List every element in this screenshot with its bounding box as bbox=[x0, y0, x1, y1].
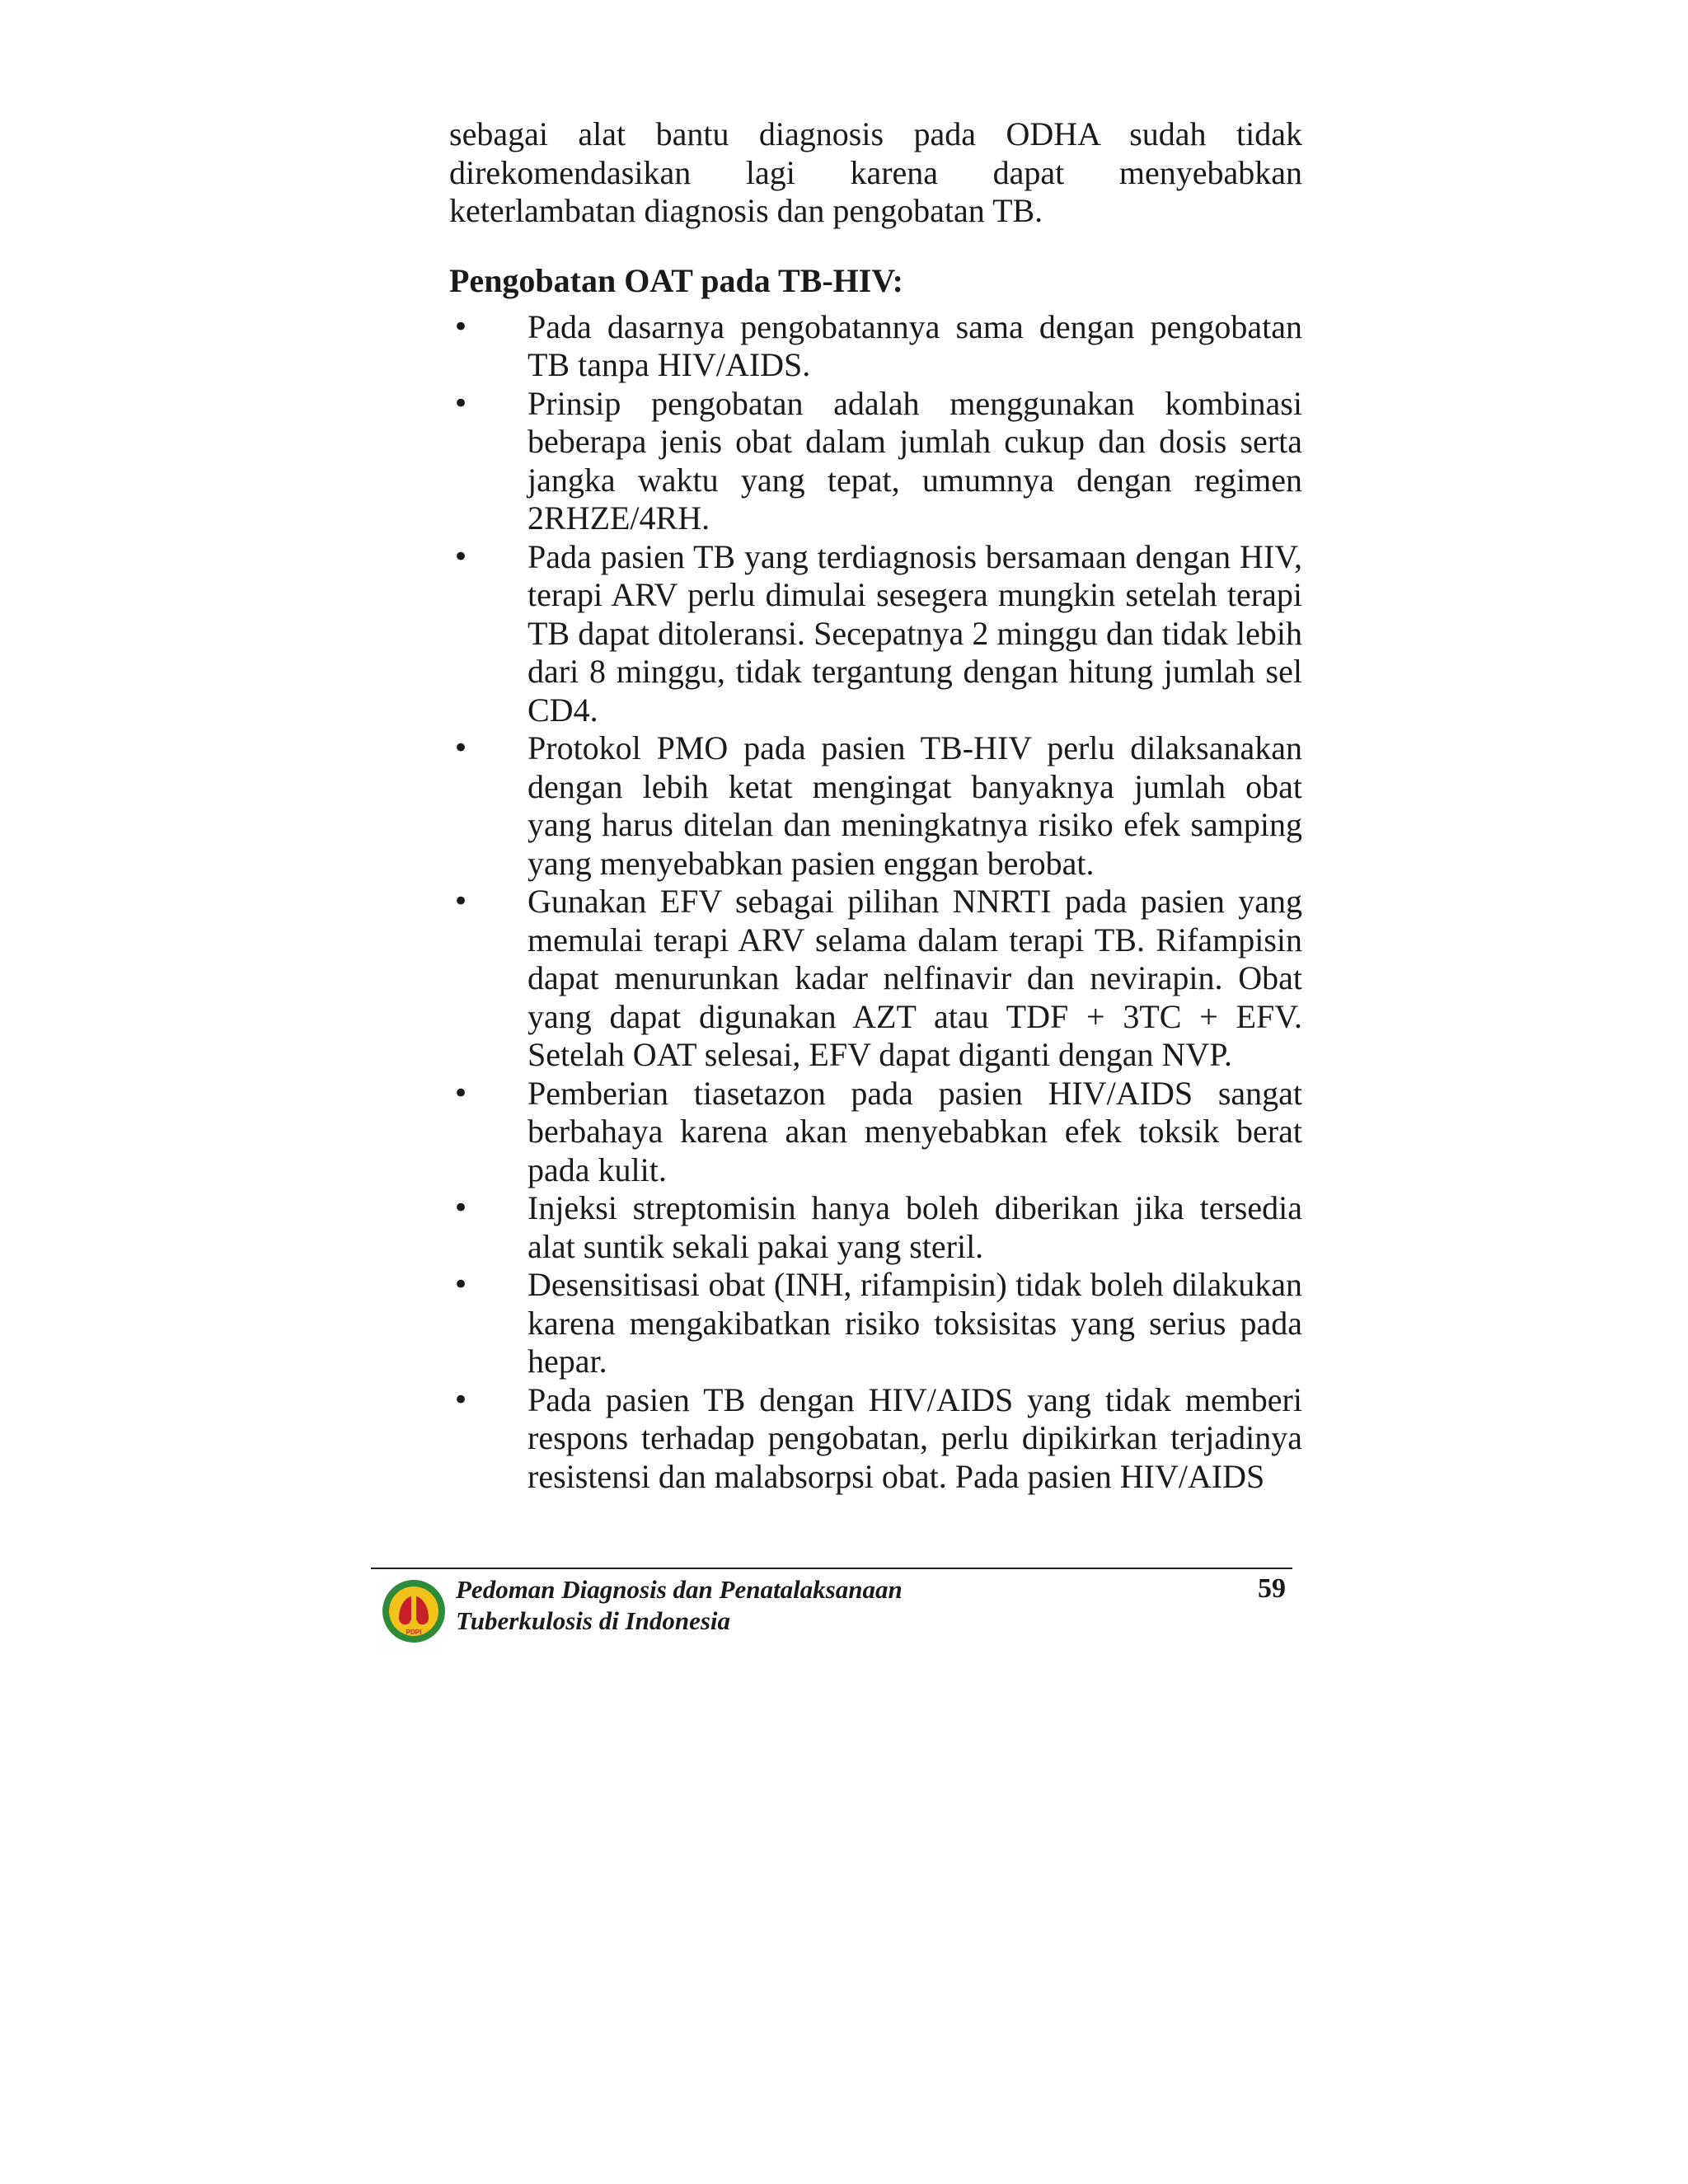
list-item-text: Pada dasarnya pengobatannya sama dengan pengobatan TB tanpa HIV/AIDS. bbox=[528, 307, 1302, 383]
list-item-text: Gunakan EFV sebagai pilihan NNRTI pada pasien yang memulai terapi ARV selama dalam terapi TB. Rifampisin dapat menurunkan kadar nelfinavir dan nevirapin. Obat yang dapat digunakan AZT atau TDF + 3TC + EFV. Setelah OAT selesai, EFV dapat diganti dengan NVP. bbox=[528, 883, 1302, 1073]
bullet-icon: • bbox=[452, 885, 470, 918]
list-item bbox=[449, 1266, 1302, 1381]
page-content bbox=[449, 115, 1302, 1496]
intro-paragraph: sebagai alat bantu diagnosis pada ODHA sudah tidak direkomendasikan lagi karena dapat menyebabkan keterlambatan diagnosis dan pengobatan TB. bbox=[449, 115, 1302, 229]
list-item-text: Pada pasien TB yang terdiagnosis bersamaan dengan HIV, terapi ARV perlu dimulai sesegera mungkin setelah terapi TB dapat ditoleransi. Secepatnya 2 minggu dan tidak lebih dari 8 minggu, tidak tergantung dengan hitung jumlah sel CD4. bbox=[528, 537, 1302, 729]
list-item bbox=[449, 1189, 1302, 1266]
list-item-text: Pada pasien TB dengan HIV/AIDS yang tidak memberi respons terhadap pengobatan, perlu dipikirkan terjadinya resistensi dan malabsorpsi obat. Pada pasien HIV/AIDS bbox=[528, 1380, 1302, 1495]
logo-text: PDPI bbox=[406, 1629, 422, 1636]
list-item bbox=[449, 308, 1302, 385]
section-heading: Pengobatan OAT pada TB-HIV: bbox=[449, 261, 903, 299]
bullet-icon: • bbox=[452, 540, 470, 574]
list-item bbox=[449, 883, 1302, 1075]
list-item-text: Pemberian tiasetazon pada pasien HIV/AIDS sangat berbahaya karena akan menyebabkan efek toksik berat pada kulit. bbox=[528, 1074, 1302, 1188]
page-number: 59 bbox=[1258, 1573, 1286, 1604]
list-item bbox=[449, 385, 1302, 538]
list-item bbox=[449, 1381, 1302, 1497]
list-item-text: Injeksi streptomisin hanya boleh diberikan jika tersedia alat suntik sekali pakai yang steril. bbox=[528, 1189, 1302, 1265]
list-item bbox=[449, 729, 1302, 883]
list-item bbox=[449, 538, 1302, 730]
footer-title-line1: Pedoman Diagnosis dan Penatalaksanaan bbox=[456, 1575, 903, 1604]
bullet-icon: • bbox=[452, 1192, 470, 1225]
bullet-icon: • bbox=[452, 310, 470, 344]
footer-title bbox=[456, 1574, 903, 1637]
bullet-icon: • bbox=[452, 732, 470, 765]
list-item bbox=[449, 1075, 1302, 1190]
list-item-text: Desensitisasi obat (INH, rifampisin) tidak boleh dilakukan karena mengakibatkan risiko toksisitas yang serius pada hepar. bbox=[528, 1266, 1302, 1380]
bullet-list bbox=[449, 308, 1302, 1497]
bullet-icon: • bbox=[452, 387, 470, 420]
bullet-icon: • bbox=[452, 1268, 470, 1301]
footer-divider bbox=[371, 1568, 1292, 1569]
pdpi-logo-icon bbox=[381, 1578, 447, 1644]
bullet-icon: • bbox=[452, 1076, 470, 1110]
footer-title-line2: Tuberkulosis di Indonesia bbox=[456, 1606, 731, 1635]
list-item-text: Prinsip pengobatan adalah menggunakan kombinasi beberapa jenis obat dalam jumlah cukup dan dosis serta jangka waktu yang tepat, umumnya dengan regimen 2RHZE/4RH. bbox=[528, 384, 1302, 537]
bullet-icon: • bbox=[452, 1383, 470, 1417]
list-item-text: Protokol PMO pada pasien TB-HIV perlu dilaksanakan dengan lebih ketat mengingat banyaknya jumlah obat yang harus ditelan dan meningkatnya risiko efek samping yang menyebabkan pasien enggan berobat. bbox=[528, 729, 1302, 882]
